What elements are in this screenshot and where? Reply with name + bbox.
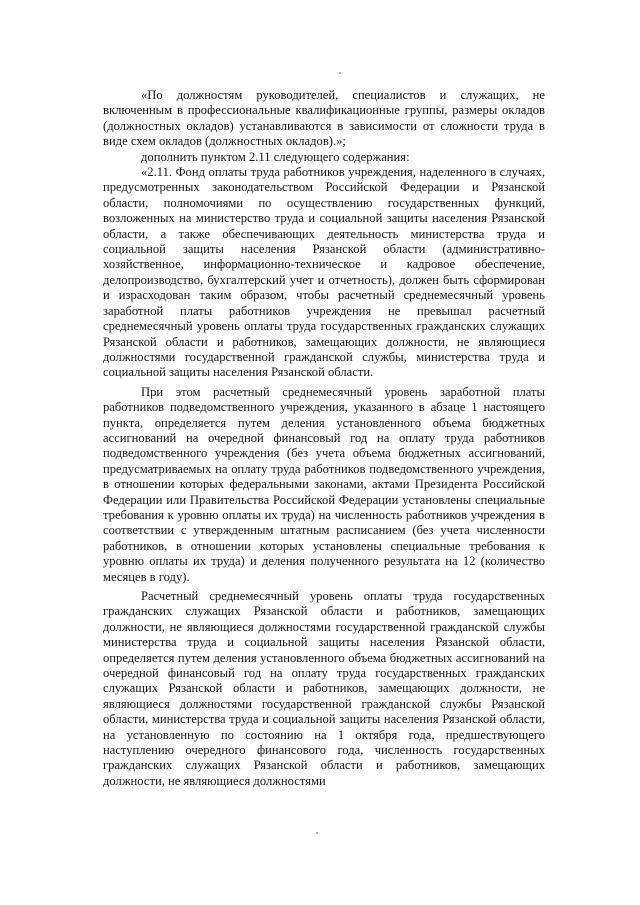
paragraph-1: «По должностям руководителей, специалистов и служащих, не включенным в профессиональные квалификационные группы, размеры окладов (должностных окладов) устанавливаются в зависимости от сложности труда в виде схем окладов (должностных окладов).»; bbox=[103, 88, 545, 149]
paragraph-3: «2.11. Фонд оплаты труда работников учреждения, наделенного в случаях, предусмотренных законодательством Российской Федерации и Рязанской области, полномочиями по осуществлению государственных функций, возложенных на министерство труда и социальной защиты населения Рязанской области, а также обеспечивающих деятельность министерства труда и социальной защиты населения Рязанской области (административно-хозяйственное, информационно-техническое и кадровое обеспечение, делопроизводство, бухгалтерский учет и отчетность), должен быть сформирован и израсходован таким образом, чтобы расчетный среднемесячный уровень заработной платы работников учреждения не превышал расчетный среднемесячный уровень оплаты труда государственных гражданских служащих Рязанской области и работников, замещающих должности, не являющиеся должностями государственной гражданской службы, министерства труда и социальной защиты населения Рязанской области. bbox=[103, 165, 545, 380]
paragraph-5: Расчетный среднемесячный уровень оплаты труда государственных гражданских служащих Рязанской области и работников, замещающих должности, не являющиеся должностями государственной гражданской службы министерства труда и социальной защиты населения Рязанской области, определяется путем деления установленного объема бюджетных ассигнований на очередной финансовый год на оплату труда государственных гражданских служащих Рязанской области и работников, замещающих должности, не являющиеся должностями государственной гражданской службы Рязанской области, министерства труда и социальной защиты населения Рязанской области, на установленную по состоянию на 1 октября года, предшествующего наступлению очередного финансового года, численность государственных гражданских служащих Рязанской области и работников, замещающих должности, не являющиеся должностями bbox=[103, 589, 545, 788]
paragraph-2: дополнить пунктом 2.11 следующего содержания: bbox=[141, 149, 410, 164]
paragraph-4: При этом расчетный среднемесячный уровень заработной платы работников подведомственного учреждения, указанного в абзаце 1 настоящего пункта, определяется путем деления установленного объема бюджетных ассигнований на очередной финансовый год на оплату труда работников подведомственного учреждения (без учета объема бюджетных ассигнований, предусматриваемых на оплату труда работников подведомственного учреждения, в отношении которых федеральными законами, актами Президента Российской Федерации или Правительства Российской Федерации установлены специальные требования к уровню оплаты их труда) на численность работников учреждения в соответствии с утвержденным штатным расписанием (без учета численности работников, в отношении которых установлены специальные требования к уровню оплаты их труда) и деления полученного результата на 12 (количество месяцев в году). bbox=[103, 384, 545, 584]
scan-speck bbox=[316, 832, 318, 834]
document-body bbox=[103, 88, 545, 789]
scan-speck bbox=[339, 72, 341, 74]
